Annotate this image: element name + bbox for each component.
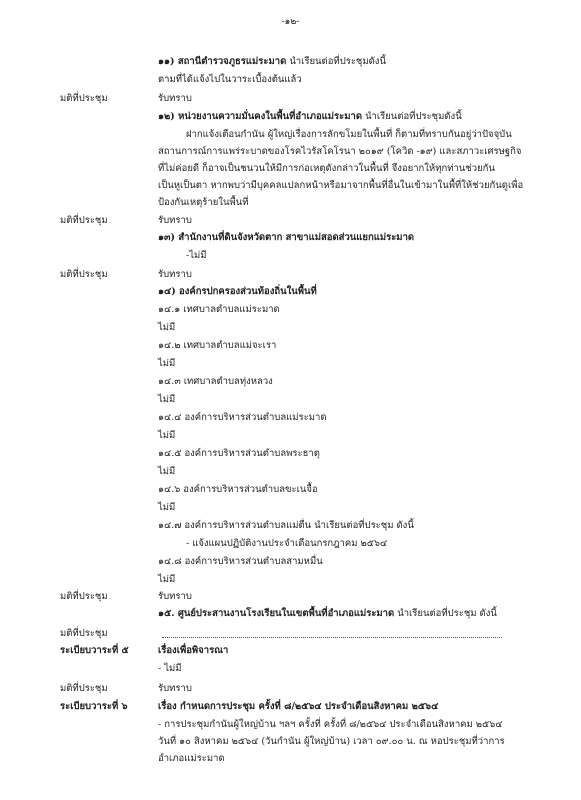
item-14-7-title: ๑๔.๗ องค์การบริหารส่วนตำบลแม่ตื่น นำเรียนต่อที่ประชุม ดังนี้ bbox=[158, 520, 414, 531]
resolution-value-6: รับทราบ bbox=[158, 683, 192, 694]
item-13-heading: ๑๓) สำนักงานที่ดินจังหวัดตาก สาขาแม่สอดส่วนแยกแม่ระมาด bbox=[158, 232, 415, 243]
item-13-line: -ไม่มี bbox=[186, 250, 207, 261]
agenda-5-line: - ไม่มี bbox=[158, 663, 182, 674]
resolution-label-3: มติที่ประชุม bbox=[60, 269, 108, 280]
item-14-heading: ๑๔) องค์กรปกครองส่วนท้องถิ่นในพื้นที่ bbox=[158, 286, 317, 297]
item-15-heading bbox=[158, 608, 497, 620]
page-number: -๑๒- bbox=[281, 17, 300, 27]
agenda-6-label: ระเบียบวาระที่ ๖ bbox=[60, 701, 128, 712]
resolution-label-6: มติที่ประชุม bbox=[60, 683, 108, 694]
resolution-label-5: มติที่ประชุม bbox=[60, 628, 108, 639]
resolution-value-1: รับทราบ bbox=[158, 93, 192, 104]
agenda-6-title: เรื่อง กำหนดการประชุม ครั้งที่ ๘/๒๕๖๔ ประจำเดือนสิงหาคม ๒๕๖๔ bbox=[158, 701, 439, 712]
item-12-suffix: นำเรียนต่อที่ประชุมดังนี้ bbox=[365, 111, 462, 122]
item-14-4-value: ไม่มี bbox=[158, 430, 176, 441]
item-12-body-line: สถานการณ์การแพร่ระบาดของโรคไวรัสโคโรนา ๒๐๑๙ (โควิด -๑๙) และสภาวะเศรษฐกิจ bbox=[158, 146, 522, 157]
item-11-suffix: นำเรียนต่อที่ประชุมดังนี้ bbox=[289, 56, 386, 67]
agenda-5-label: ระเบียบวาระที่ ๕ bbox=[60, 645, 129, 656]
item-14-5-value: ไม่มี bbox=[158, 466, 176, 477]
resolution-label-4: มติที่ประชุม bbox=[60, 591, 108, 602]
agenda-6-line: - การประชุมกำนันผู้ใหญ่บ้าน ฯลฯ ครั้งที่ ครั้งที่ ๘/๒๕๖๔ ประจำเดือนสิงหาคม ๒๕๖๔ bbox=[158, 719, 503, 730]
agenda-5-title: เรื่องเพื่อพิจารณา bbox=[158, 645, 229, 656]
item-14-5-title: ๑๔.๕ องค์การบริหารส่วนตำบลพระธาตุ bbox=[158, 448, 320, 459]
item-12-body-line: ฝากแจ้งเตือนกำนัน ผู้ใหญ่เรื่องการลักขโมยในพื้นที่ ก็ตามที่ทราบกันอยู่ว่าปัจจุบัน bbox=[186, 129, 512, 140]
item-12-heading bbox=[158, 111, 462, 123]
item-14-2-title: ๑๔.๒ เทศบาลตำบลแม่จะเรา bbox=[158, 340, 277, 351]
dotted-fill bbox=[162, 628, 502, 638]
item-15-title: ๑๕. ศูนย์ประสานงานโรงเรียนในเขตพื้นที่อำเภอแม่ระมาด bbox=[158, 608, 395, 619]
item-11-title: ๑๑) สถานีตำรวจภูธรแม่ระมาด bbox=[158, 56, 287, 67]
agenda-6-line: อำเภอแม่ระมาด bbox=[158, 753, 225, 764]
resolution-label-1: มติที่ประชุม bbox=[60, 93, 108, 104]
item-14-3-title: ๑๔.๓ เทศบาลตำบลทุ่งหลวง bbox=[158, 376, 273, 387]
resolution-value-3: รับทราบ bbox=[158, 269, 192, 280]
item-14-1-title: ๑๔.๑ เทศบาลตำบลแม่ระมาด bbox=[158, 304, 280, 315]
item-12-body-line: ป้องกันเหตุร้ายในพื้นที่ bbox=[158, 197, 249, 208]
resolution-value-2: รับทราบ bbox=[158, 215, 192, 226]
item-14-1-value: ไม่มี bbox=[158, 322, 176, 333]
item-14-8-title: ๑๔.๘ องค์การบริหารส่วนตำบลสามหมื่น bbox=[158, 556, 323, 567]
item-14-8-value: ไม่มี bbox=[158, 574, 176, 585]
resolution-dotted-line bbox=[158, 628, 502, 642]
item-14-2-value: ไม่มี bbox=[158, 358, 176, 369]
item-12-body-line: เป็นหูเป็นตา หากพบว่ามีบุคคลแปลกหน้าหรือมาจากพื้นที่อื่นในเข้ามาในพื้ที่ให้ช่วยกันดูเพื่อ bbox=[158, 180, 524, 191]
resolution-value-4: รับทราบ bbox=[158, 591, 192, 602]
agenda-6-line: วันที่ ๑๐ สิงหาคม ๒๕๖๔ (วันกำนัน ผู้ใหญ่บ้าน) เวลา ๐๙.๐๐ น. ณ หอประชุมที่ว่าการ bbox=[158, 736, 505, 747]
item-11-line: ตามที่ได้แจ้งไปในวาระเบื้องต้นแล้ว bbox=[158, 74, 302, 85]
item-12-body-line: ที่ไม่ค่อยดี ก็อาจเป็นชนวนให้มีการก่อเหตุดังกล่าวในพื้นที่ จึงอยากให้ทุกท่านช่วยกัน bbox=[158, 163, 495, 174]
item-15-suffix: นำเรียนต่อที่ประชุม ดังนี้ bbox=[397, 608, 497, 619]
item-14-4-title: ๑๔.๔ องค์การบริหารส่วนตำบลแม่ระมาด bbox=[158, 412, 327, 423]
item-14-6-title: ๑๔.๖ องค์การบริหารส่วนตำบลขะเนจื้อ bbox=[158, 484, 318, 495]
item-11-heading bbox=[158, 56, 386, 68]
resolution-label-2: มติที่ประชุม bbox=[60, 215, 108, 226]
item-12-title: ๑๒) หน่วยงานความมั่นคงในพื้นที่อำเภอแม่ระมาด bbox=[158, 111, 363, 122]
item-14-6-value: ไม่มี bbox=[158, 502, 176, 513]
item-14-3-value: ไม่มี bbox=[158, 394, 176, 405]
item-14-7-value: - แจ้งแผนปฏิบัติงานประจำเดือนกรกฎาคม ๒๕๖๔ bbox=[186, 538, 388, 549]
